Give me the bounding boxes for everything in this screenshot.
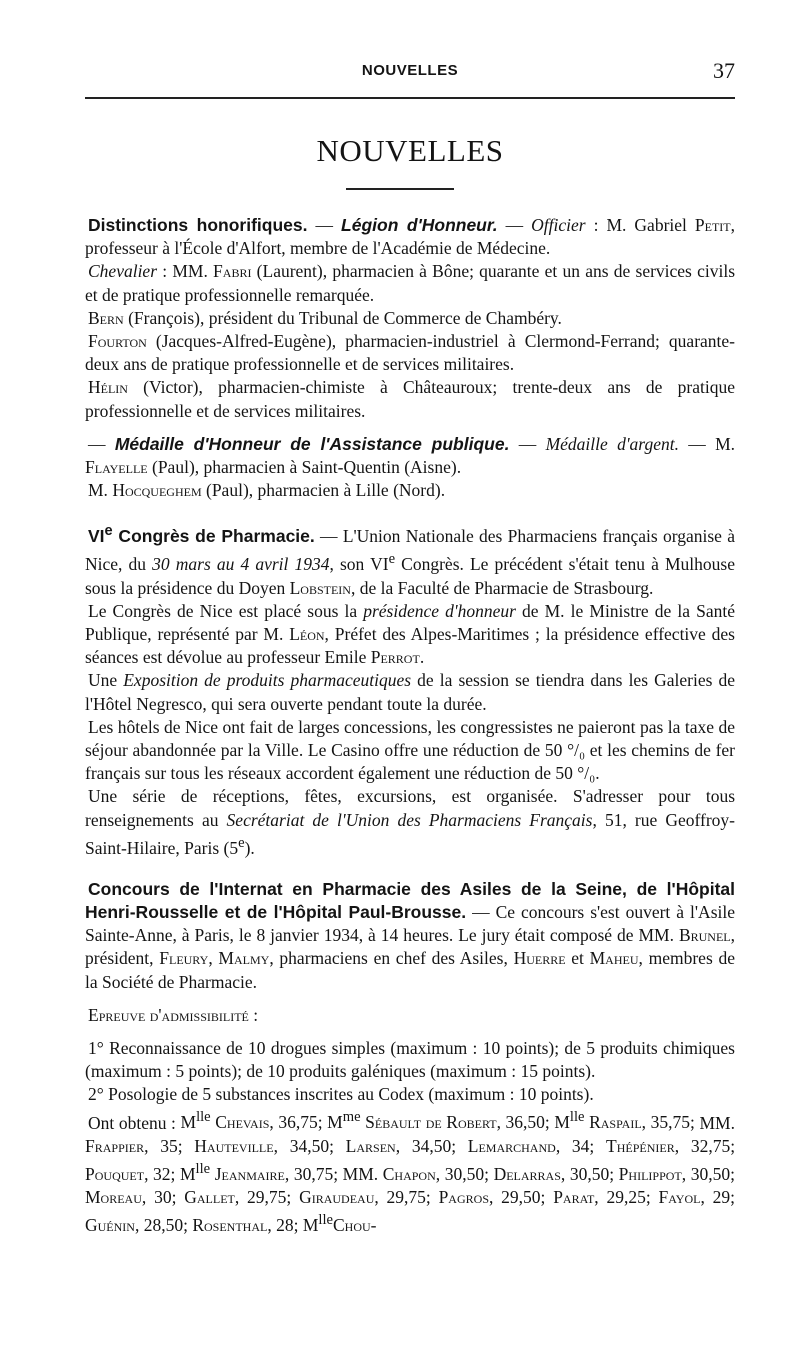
result-score: 34,50	[289, 1135, 330, 1156]
concours-paragraph: Concours de l'Internat en Pharmacie des Asiles de la Seine, de l'Hôpital Henri-Rousselle et de l'Hôpital Paul-Brousse. — Ce concours s'est ouvert à l'Asile Sainte-Anne, à Paris, le 8 janvier 1934, à 14 heures. Le jury était composé de MM. Brunel, président, Fleury, Malmy, pharmaciens en chef des Asiles, Huerre et Maheu, membres de la Société de Pharmacie.	[85, 878, 735, 992]
result-entry: $M^{lle}$ Raspail, 35,75;	[554, 1109, 700, 1133]
page-title: NOUVELLES	[316, 133, 504, 168]
result-entry: Lemarchand, 34;	[467, 1135, 607, 1156]
person-name: Léon	[289, 623, 325, 644]
person-name: Fourton	[88, 331, 147, 352]
person-name: Petit	[694, 215, 731, 235]
result-name: Moreau	[85, 1186, 142, 1207]
result-entry: Philippot, 30,50;	[618, 1163, 735, 1184]
chevalier-label: Chevalier	[88, 261, 158, 282]
result-entry: Fayol, 29;	[658, 1186, 735, 1207]
result-entry: $M^{me}$ Sébault de Robert, 36,50;	[327, 1109, 555, 1133]
result-score: 29,75	[247, 1186, 287, 1207]
result-name: Pagros	[438, 1186, 489, 1207]
result-entry: Gallet, 29,75;	[184, 1186, 300, 1207]
results-paragraph: Ont obtenu : $M^{lle}$ Chevais, 36,75; $M^{me}$ Sébault de Robert, 36,50; $M^{lle}$ Raspail, 35,75; MM. Frappier, 35; Hauteville, 34,50; Larsen, 34,50; Lemarchand, 34; Thépénier, 32,75; Pouquet, 32; $M^{lle}$ Jeanmaire, 30,75; MM. Chapon, 30,50; Delarras, 30,50; Philippot, 30,50; Moreau, 30; Gallet, 29,75; Giraudeau, 29,75; Pagros, 29,50; Parat, 29,25; Fayol, 29; Guénin, 28,50; Rosenthal, 28; $M^{lle}Chou-$	[85, 1109, 736, 1235]
congres-presidence-paragraph: Le Congrès de Nice est placé sous la présidence d'honneur de M. le Ministre de la Santé Publique, représenté par M. Léon, Préfet des Alpes-Maritimes ; la présidence effective des séances est dévolue au professeur Emile Perrot.	[85, 600, 735, 668]
result-name: Frappier	[85, 1135, 145, 1156]
result-name: Raspail	[589, 1112, 642, 1133]
result-name: Fayol	[658, 1186, 701, 1207]
result-entry: Giraudeau, 29,75;	[299, 1186, 439, 1207]
result-score: 30	[154, 1186, 172, 1207]
article-body	[85, 214, 735, 1237]
result-entry: Larsen, 34,50;	[345, 1135, 468, 1156]
result-name: Chapon	[382, 1163, 436, 1184]
result-name: Parat	[553, 1186, 595, 1207]
result-entry: Moreau, 30;	[85, 1186, 185, 1207]
result-score: 32,75	[690, 1135, 731, 1156]
distinctions-paragraph: Distinctions honorifiques. — Légion d'Honneur. — Officier : M. Gabriel Petit, professeur à l'École d'Alfort, membre de l'Académie de Médecine.	[85, 215, 736, 259]
result-name: Lemarchand	[467, 1135, 556, 1156]
result-score: 29,50	[501, 1186, 541, 1207]
title-rule	[346, 188, 454, 190]
results-intro: Ont obtenu :	[88, 1112, 181, 1133]
medaille-argent-label: Médaille d'argent.	[545, 433, 679, 454]
result-score: 34,50	[411, 1135, 452, 1156]
header-rule	[85, 97, 735, 99]
result-score: 28,50	[143, 1214, 184, 1235]
epreuve-label: Epreuve d'admissibilité :	[88, 1004, 259, 1025]
result-entry: Pagros, 29,50;	[438, 1186, 554, 1207]
result-score: 30,50	[569, 1163, 610, 1184]
person-name: Malmy	[218, 948, 270, 969]
result-entry: Guénin, 28,50;	[85, 1214, 193, 1235]
page-number: 37	[713, 58, 735, 83]
chevalier-paragraph: Chevalier : MM. Fabri (Laurent), pharmacien à Bône; quarante et un ans de services civils et de pratique professionnelle remarquée.	[85, 261, 735, 305]
result-score: 35	[160, 1135, 178, 1156]
person-name: Lobstein	[289, 577, 351, 598]
congres-heading: VIe Congrès de Pharmacie.	[88, 523, 315, 547]
result-score: 28	[276, 1214, 294, 1235]
running-head	[85, 58, 735, 88]
result-entry: Thépénier, 32,75;	[606, 1135, 736, 1156]
hocqueghem-paragraph: M. Hocqueghem (Paul), pharmacien à Lille (Nord).	[88, 480, 446, 501]
running-title: NOUVELLES	[361, 62, 459, 79]
result-name: Larsen	[345, 1135, 396, 1156]
result-entry: $M^{lle}$ Jeanmaire, 30,75;	[179, 1160, 343, 1184]
person-name: Flayelle	[85, 457, 148, 478]
epreuve-item-1: 1° Reconnaissance de 10 drogues simples (maximum : 10 points); de 5 produits chimiques (maximum : 5 points); de 10 produits galéniques (maximum : 15 points).	[85, 1037, 735, 1082]
congres-receptions-paragraph: Une série de réceptions, fêtes, excursions, est organisée. S'adresser pour tous renseignements au Secrétariat de l'Union des Pharmaciens Français, 51, rue Geoffroy-Saint-Hilaire, Paris (5e).	[85, 786, 735, 858]
result-name: Chevais	[215, 1112, 270, 1133]
result-name: Jeanmaire	[214, 1163, 285, 1184]
result-name: Chou-	[333, 1214, 377, 1235]
result-entry: MM. Chapon, 30,50;	[342, 1163, 494, 1184]
person-name: Hocqueghem	[112, 480, 202, 501]
congres-hotels-paragraph: Les hôtels de Nice ont fait de larges concessions, les congressistes ne paieront pas la taxe de séjour abandonnée par la Ville. Le Casino offre une réduction de 50 °/₀ et les chemins de fer français sur tous les réseaux accordent également une réduction de 50 °/₀.	[85, 716, 735, 784]
bern-paragraph: Bern (François), président du Tribunal de Commerce de Chambéry.	[88, 307, 562, 328]
person-name: Fabri	[213, 261, 252, 282]
result-name: Rosenthal	[192, 1214, 268, 1235]
congres-exposition-paragraph: Une Exposition de produits pharmaceutiques de la session se tiendra dans les Galeries de l'Hôtel Negresco, qui sera ouverte pendant toute la durée.	[85, 670, 735, 714]
result-entry: $M^{lle}$ Chevais, 36,75;	[180, 1109, 328, 1133]
legion-heading: Légion d'Honneur.	[341, 215, 498, 235]
medaille-paragraph: — Médaille d'Honneur de l'Assistance publique. — Médaille d'argent. — M. Flayelle (Paul), pharmacien à Saint-Quentin (Aisne).	[85, 433, 736, 478]
result-score: 29	[712, 1186, 731, 1207]
person-name: Brunel	[678, 925, 731, 946]
result-score: 30,50	[690, 1163, 731, 1184]
result-name: Gallet	[184, 1186, 235, 1207]
result-entry: Rosenthal, 28;	[192, 1214, 303, 1235]
person-name: Fleury	[159, 948, 209, 969]
result-score: 36,75	[278, 1112, 318, 1133]
result-score: 30,50	[444, 1163, 485, 1184]
result-score: 32	[153, 1163, 171, 1184]
congres-dates: 30 mars au 4 avril 1934	[152, 554, 330, 575]
result-entry: Delarras, 30,50;	[493, 1163, 619, 1184]
helin-paragraph: Hélin (Victor), pharmacien-chimiste à Châteauroux; trente-deux ans de pratique professionnelle et de services militaires.	[85, 377, 735, 421]
person-name: Hélin	[88, 377, 128, 398]
distinctions-heading: Distinctions honorifiques.	[88, 215, 308, 235]
result-entry: Pouquet, 32;	[85, 1163, 180, 1184]
person-name: Maheu	[589, 948, 639, 969]
congres-paragraph: VIe Congrès de Pharmacie. — L'Union Nationale des Pharmaciens français organise à Nice, du 30 mars au 4 avril 1934, son VIe Congrès. Le précédent s'était tenu à Mulhouse sous la présidence du Doyen Lobstein, de la Faculté de Pharmacie de Strasbourg.	[85, 523, 735, 598]
results-list	[85, 1109, 736, 1235]
result-score: 30,75	[293, 1163, 334, 1184]
result-name: Guénin	[85, 1214, 135, 1235]
result-entry: Hauteville, 34,50;	[194, 1135, 346, 1156]
result-score: 29,25	[606, 1186, 646, 1207]
result-score: 36,50	[505, 1112, 545, 1133]
result-score: 34	[571, 1135, 590, 1156]
result-name: Thépénier	[606, 1135, 675, 1156]
epreuve-item-2: 2° Posologie de 5 substances inscrites au Codex (maximum : 10 points).	[88, 1084, 594, 1105]
result-score: 35,75	[650, 1112, 691, 1133]
result-name: Pouquet	[85, 1163, 145, 1184]
concours-heading: Concours de l'Internat en Pharmacie des Asiles de la Seine, de l'Hôpital Henri-Rousselle et de l'Hôpital Paul-Brousse.	[85, 878, 735, 922]
result-name: Philippot	[618, 1163, 682, 1184]
result-name: Giraudeau	[299, 1186, 375, 1207]
result-name: Delarras	[493, 1163, 561, 1184]
result-entry: MM. Frappier, 35;	[85, 1112, 735, 1156]
result-name: Sébault de Robert	[365, 1112, 497, 1133]
person-name: Perrot	[370, 647, 420, 668]
officier-label: Officier	[531, 215, 586, 235]
result-entry: Parat, 29,25;	[553, 1186, 659, 1207]
fourton-paragraph: Fourton (Jacques-Alfred-Eugène), pharmacien-industriel à Clermond-Ferrand; quarante-deux ans de pratique professionnelle et de services militaires.	[85, 331, 735, 375]
person-name: Huerre	[513, 948, 566, 969]
result-name: Hauteville	[194, 1135, 274, 1156]
medaille-heading: Médaille d'Honneur de l'Assistance publique.	[114, 433, 510, 454]
person-name: Bern	[88, 307, 124, 328]
result-score: 29,75	[386, 1186, 426, 1207]
